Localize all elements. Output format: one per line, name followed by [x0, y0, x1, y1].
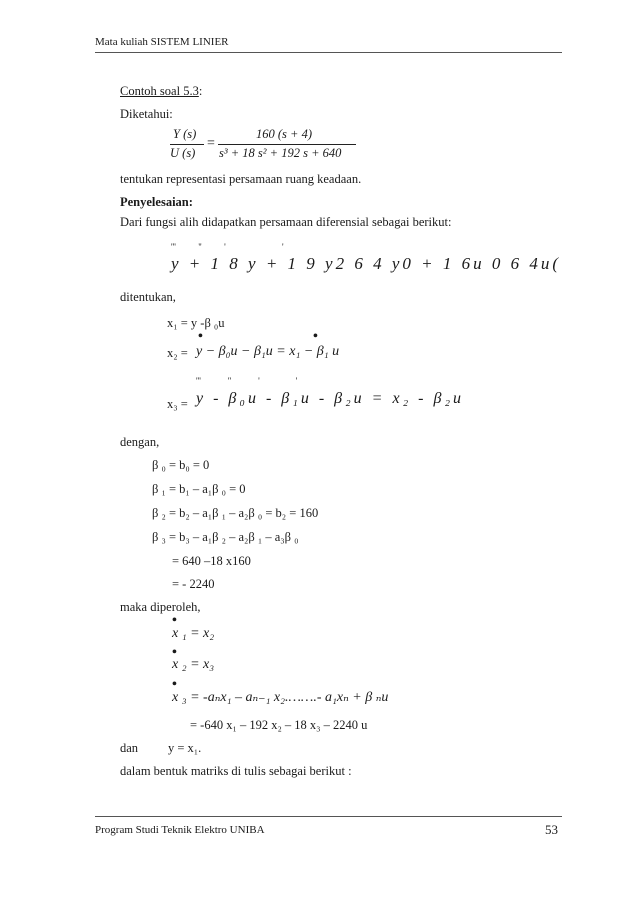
- x3-label: x₃ =: [167, 397, 188, 411]
- xdot1-equation: x ₁ = x₂: [172, 626, 215, 641]
- diff-eq-ticks: ''' '' ' ': [171, 242, 284, 252]
- example-title-colon: :: [198, 84, 203, 98]
- solution-heading: Penyelesaian:: [120, 195, 193, 209]
- example-title-text: Contoh soal 5.3: [120, 84, 199, 98]
- footer-program: Program Studi Teknik Elektro UNIBA: [95, 824, 265, 836]
- header-rule: [95, 52, 562, 53]
- x3-expression: y - β₀u - β₁u - β₂u = x₂ - β₂u: [196, 390, 464, 407]
- xdot1-dot: •: [172, 613, 177, 628]
- defined-label: ditentukan,: [120, 290, 176, 304]
- beta-2: β ₂ = b₂ – a₁β ₁ – a₂β ₀ = b₂ = 160: [152, 506, 319, 520]
- x2-dot-x1: •: [313, 329, 318, 344]
- example-title: [120, 84, 202, 99]
- tf-denominator: s³ + 18 s² + 192 s + 640: [219, 146, 342, 160]
- xdot2-dot: •: [172, 645, 177, 660]
- matrix-intro: dalam bentuk matriks di tulis sebagai berikut :: [120, 764, 352, 778]
- beta-0: β ₀ = b₀ = 0: [152, 458, 210, 472]
- obtained-label: maka diperoleh,: [120, 600, 201, 614]
- task-text: tentukan representasi persamaan ruang keadaan.: [120, 172, 362, 186]
- given-label: Diketahui:: [120, 107, 173, 121]
- page-number: 53: [545, 822, 558, 837]
- x2-dot-y: •: [198, 329, 203, 344]
- tf-lhs-numerator: Y (s): [173, 127, 197, 141]
- intro-text: Dari fungsi alih didapatkan persamaan diferensial sebagai berikut:: [120, 215, 452, 229]
- beta-3-calculation: = 640 –18 x160: [172, 554, 251, 568]
- with-label: dengan,: [120, 435, 160, 449]
- tf-equals: =: [207, 136, 215, 151]
- footer-rule: [95, 816, 562, 817]
- output-equation: y = x₁.: [168, 741, 202, 755]
- x2-expression: y − β₀u − β₁u = x₁ − β₁ u: [196, 344, 340, 359]
- beta-3: β ₃ = b₃ – a₁β ₂ – a₂β ₁ – a₃β ₀: [152, 530, 299, 544]
- beta-1: β ₁ = b₁ – a₁β ₀ = 0: [152, 482, 246, 496]
- x3-ticks: ''' '' ' ': [196, 376, 298, 386]
- page-header-title: Mata kuliah SISTEM LINIER: [95, 36, 229, 48]
- tf-lhs-denominator: U (s): [170, 146, 196, 160]
- x1-definition: x₁ = y -β ₀u: [167, 316, 225, 330]
- xdot3-dot: •: [172, 677, 177, 692]
- xdot3-equation: x ₃ = -aₙx₁ – aₙ₋₁ x₂.…….- a₁xₙ + β ₙu: [172, 690, 389, 705]
- and-label: dan: [120, 741, 139, 755]
- x2-label: x₂ =: [167, 346, 188, 360]
- xdot2-equation: x ₂ = x₃: [172, 657, 215, 672]
- tf-lhs-fraction-bar: [170, 144, 204, 145]
- xdot3-substituted: = -640 x₁ – 192 x₂ – 18 x₃ – 2240 u: [190, 718, 368, 732]
- tf-numerator: 160 (s + 4): [256, 127, 312, 141]
- tf-fraction-bar: [218, 144, 356, 145]
- differential-equation: y + 1 8 y + 1 9 y2 6 4 y0 + 1 6u 0 6 4u(: [171, 254, 562, 273]
- beta-3-result: = - 2240: [172, 577, 215, 591]
